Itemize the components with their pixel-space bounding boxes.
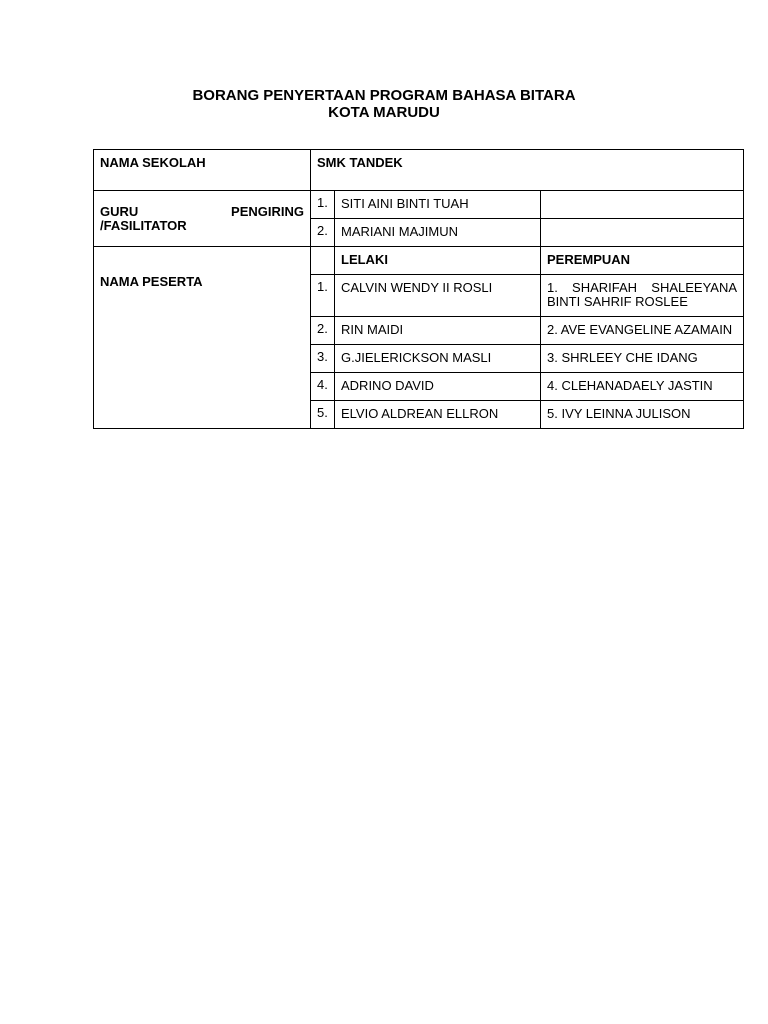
guru-num: 2.: [311, 219, 335, 247]
form-title-line1: BORANG PENYERTAAN PROGRAM BAHASA BITARA: [192, 87, 576, 104]
guru-label-word1: GURU: [100, 203, 139, 219]
guru-name: SITI AINI BINTI TUAH: [335, 191, 541, 219]
peserta-header-row: [94, 247, 744, 275]
female-participant: 2. AVE EVANGELINE AZAMAIN: [541, 317, 744, 345]
male-participant: RIN MAIDI: [335, 317, 541, 345]
guru-label-line2: /FASILITATOR: [100, 217, 187, 233]
guru-empty-cell: [541, 191, 744, 219]
school-value: SMK TANDEK: [311, 150, 744, 191]
participation-form-table: [93, 149, 744, 429]
peserta-num: 3.: [311, 345, 335, 373]
school-row: [94, 150, 744, 191]
peserta-num: 1.: [311, 275, 335, 317]
male-participant: CALVIN WENDY II ROSLI: [335, 275, 541, 317]
female-header: PEREMPUAN: [541, 247, 744, 275]
guru-num: 1.: [311, 191, 335, 219]
guru-label-word2: PENGIRING: [231, 203, 304, 219]
guru-row-1: [94, 191, 744, 219]
peserta-num: 2.: [311, 317, 335, 345]
guru-empty-cell: [541, 219, 744, 247]
peserta-num: 5.: [311, 401, 335, 429]
male-participant: G.JIELERICKSON MASLI: [335, 345, 541, 373]
male-participant: ELVIO ALDREAN ELLRON: [335, 401, 541, 429]
female-participant-line2: BINTI SAHRIF ROSLEE: [547, 294, 688, 309]
female-participant: [541, 275, 744, 317]
female-participant: 3. SHRLEEY CHE IDANG: [541, 345, 744, 373]
peserta-label: NAMA PESERTA: [94, 247, 311, 429]
peserta-header-num-cell: [311, 247, 335, 275]
female-participant-line1: 1. SHARIFAH SHALEEYANA: [547, 280, 738, 295]
form-title-line2: KOTA MARUDU: [328, 104, 440, 121]
guru-label: [94, 191, 311, 247]
male-header: LELAKI: [335, 247, 541, 275]
guru-name: MARIANI MAJIMUN: [335, 219, 541, 247]
school-label: NAMA SEKOLAH: [94, 150, 311, 191]
male-participant: ADRINO DAVID: [335, 373, 541, 401]
female-participant: 4. CLEHANADAELY JASTIN: [541, 373, 744, 401]
peserta-num: 4.: [311, 373, 335, 401]
form-title: [0, 87, 768, 121]
female-participant: 5. IVY LEINNA JULISON: [541, 401, 744, 429]
